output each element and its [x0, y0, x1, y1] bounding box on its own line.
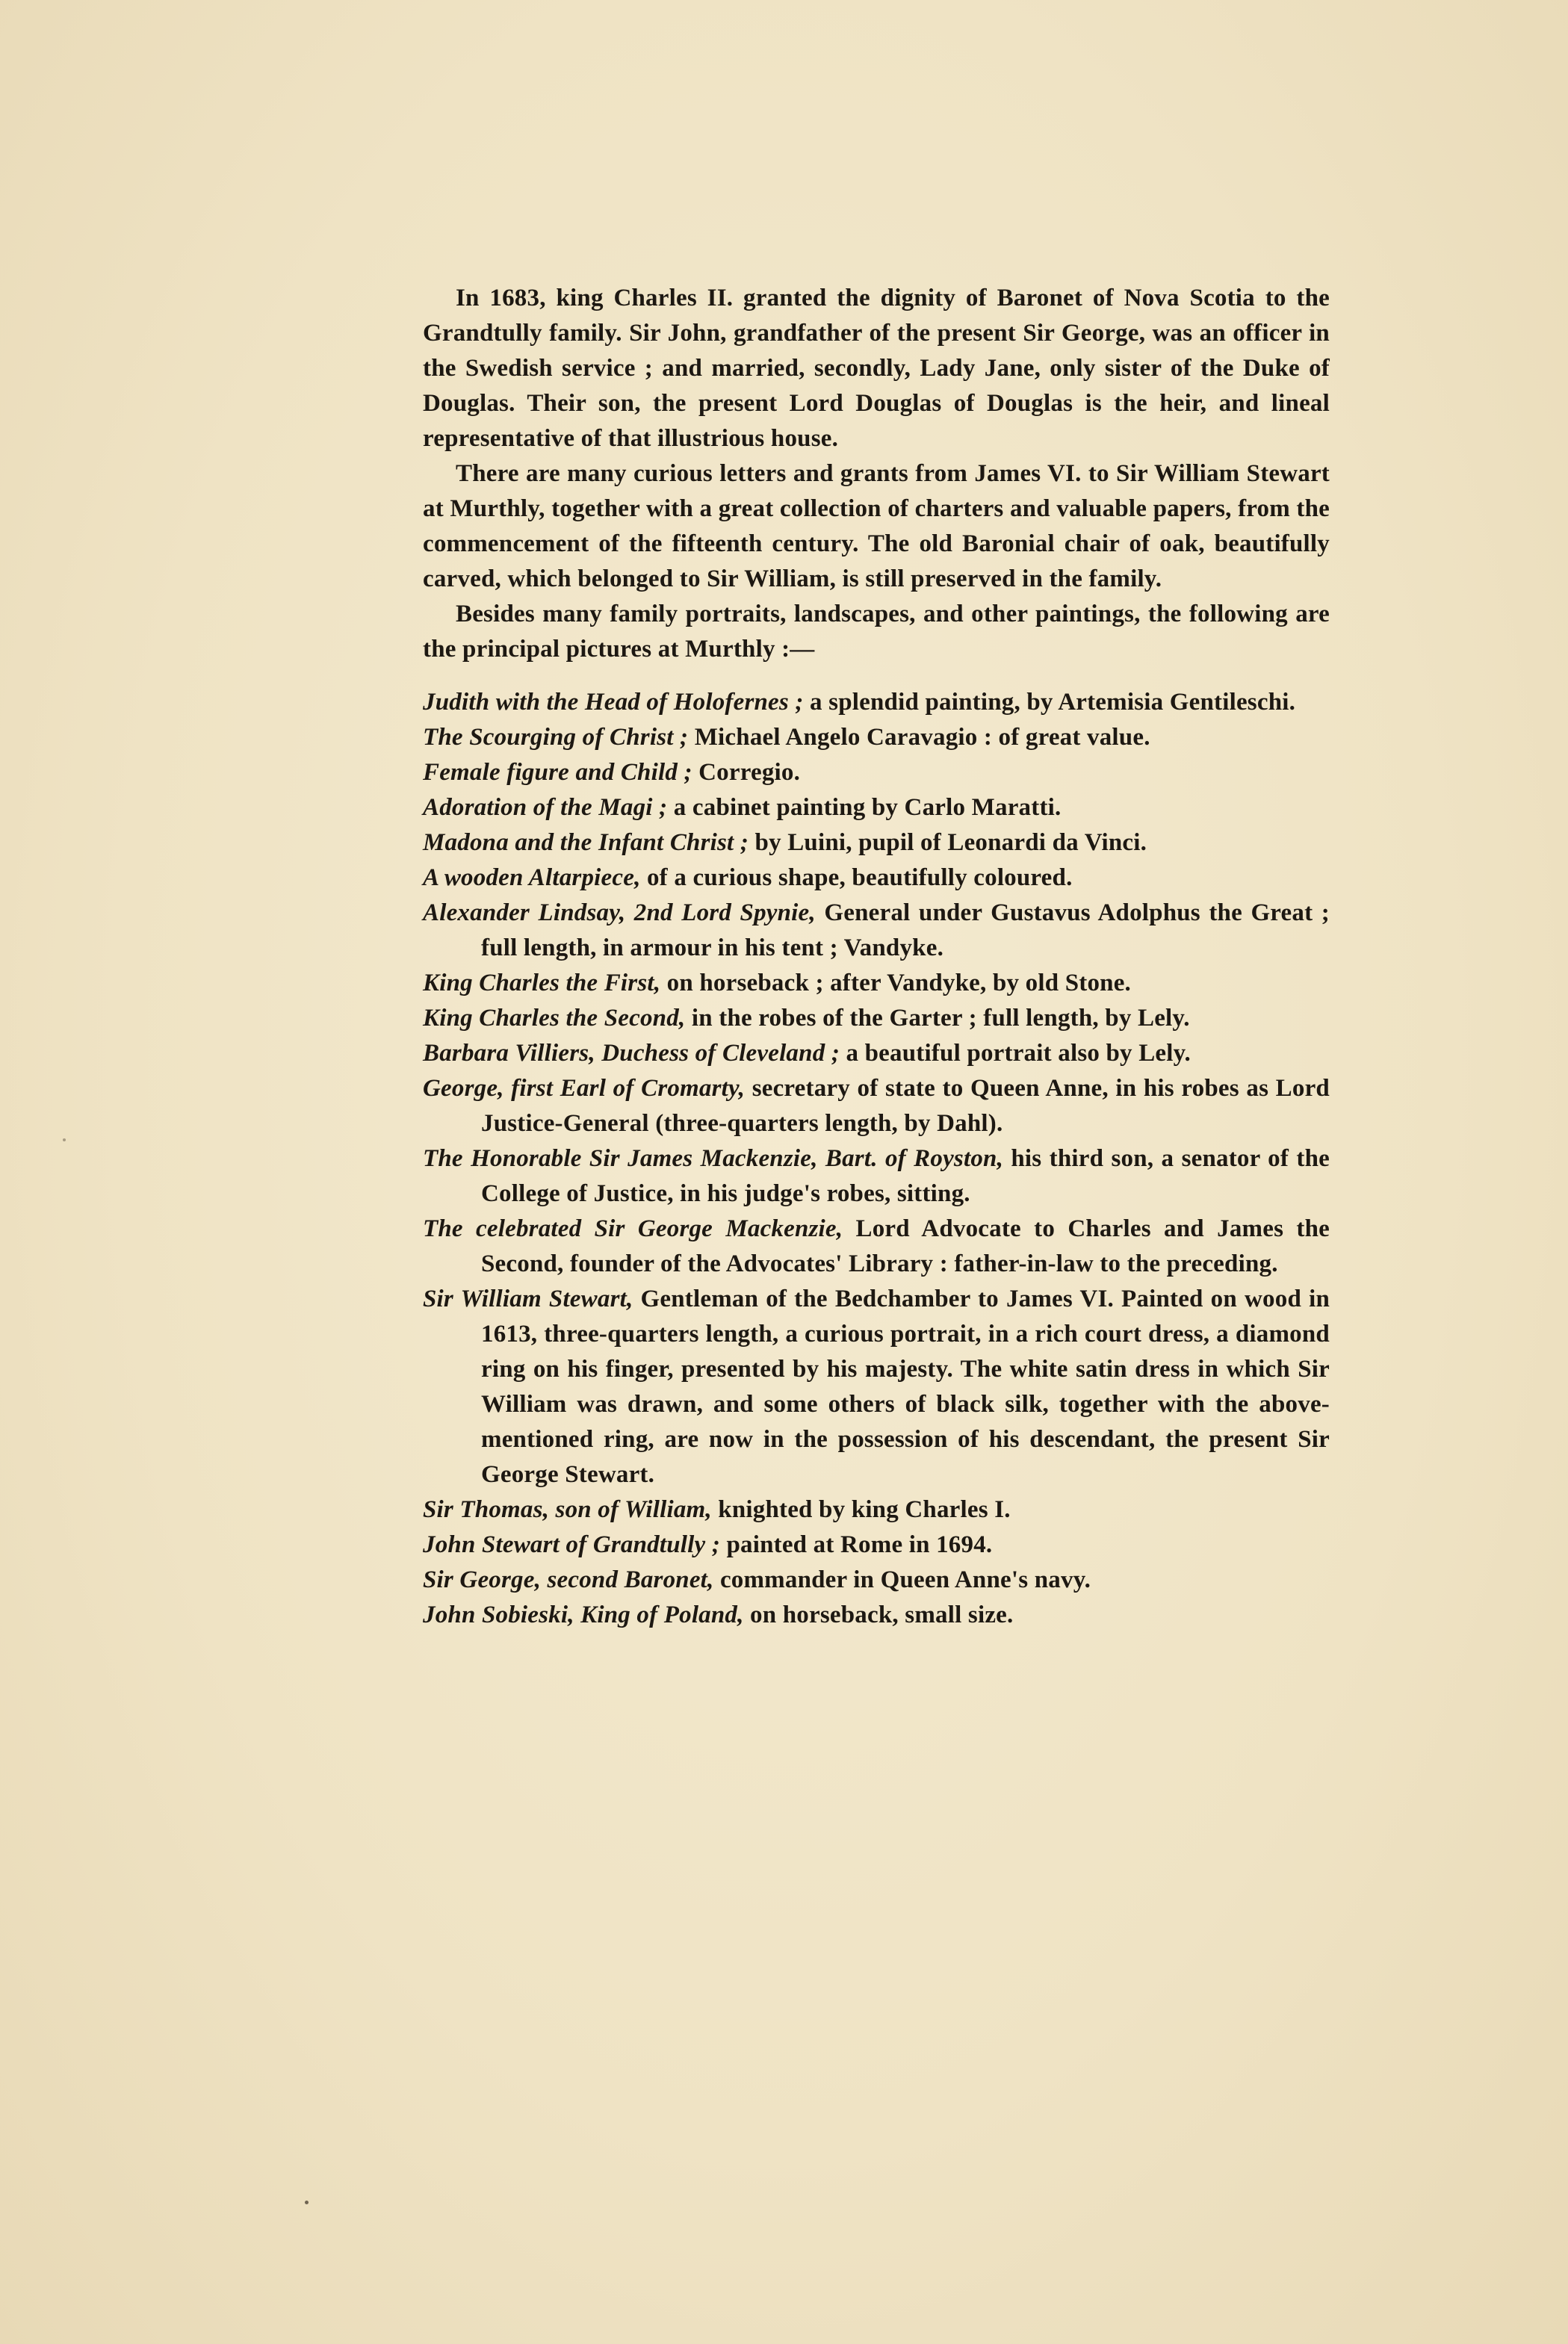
- picture-title: Sir Thomas, son of William,: [423, 1496, 712, 1523]
- picture-title: John Stewart of Grandtully ;: [423, 1531, 721, 1558]
- picture-description: on horseback ; after Vandyke, by old Stone.: [660, 970, 1131, 996]
- picture-title: Alexander Lindsay, 2nd Lord Spynie,: [423, 899, 816, 926]
- list-item: [423, 1036, 1330, 1071]
- picture-title: The Honorable Sir James Mackenzie, Bart. of Royston,: [423, 1145, 1004, 1172]
- list-item: [423, 1282, 1330, 1492]
- picture-title: King Charles the Second,: [423, 1005, 686, 1032]
- list-item: [423, 1563, 1330, 1598]
- list-item: [423, 1001, 1330, 1036]
- picture-title: Sir William Stewart,: [423, 1286, 633, 1312]
- picture-description: Lord Advocate to Charles and James the Second, founder of the Advocates' Library : father-in-law to the preceding.: [481, 1215, 1330, 1277]
- list-item: [423, 896, 1330, 966]
- list-item: [423, 1598, 1330, 1633]
- picture-title: The celebrated Sir George Mackenzie,: [423, 1215, 843, 1242]
- list-item: [423, 1492, 1330, 1528]
- picture-title: George, first Earl of Cromarty,: [423, 1075, 746, 1102]
- picture-title: Barbara Villiers, Duchess of Cleveland ;: [423, 1040, 840, 1067]
- picture-title: Madona and the Infant Christ ;: [423, 829, 749, 856]
- picture-description: General under Gustavus Adolphus the Great ; full length, in armour in his tent ; Vandyke.: [481, 899, 1330, 961]
- picture-title: Female figure and Child ;: [423, 759, 692, 786]
- picture-description: Corregio.: [692, 759, 801, 786]
- list-item: [423, 966, 1330, 1001]
- picture-title: King Charles the First,: [423, 970, 661, 996]
- picture-title: A wooden Altarpiece,: [423, 864, 641, 891]
- picture-title: Adoration of the Magi ;: [423, 794, 668, 821]
- list-item: [423, 861, 1330, 896]
- paper-speck: [305, 2201, 309, 2204]
- picture-title: Sir George, second Baronet,: [423, 1566, 714, 1593]
- paragraph-pictures-intro: Besides many family portraits, landscapes, and other paintings, the following are the principal pictures at Murthly :—: [423, 601, 1330, 663]
- list-item: [423, 755, 1330, 790]
- list-item: [423, 1528, 1330, 1563]
- picture-description: of a curious shape, beautifully coloured.: [640, 864, 1073, 891]
- list-item: [423, 1212, 1330, 1282]
- picture-description: by Luini, pupil of Leonardi da Vinci.: [749, 829, 1147, 856]
- picture-description: knighted by king Charles I.: [711, 1496, 1011, 1523]
- list-item: [423, 1141, 1330, 1212]
- picture-description: painted at Rome in 1694.: [720, 1531, 993, 1558]
- list-item: [423, 790, 1330, 825]
- picture-description: Gentleman of the Bedchamber to James VI. Painted on wood in 1613, three-quarters length, a curious portrait, in a rich court dress, a diamond ring on his finger, presented by his majesty. The white satin dress in which Sir William was drawn, and some others of black silk, together with the above-mentioned ring, are now in the possession of his descendant, the present Sir George Stewart.: [481, 1286, 1330, 1488]
- picture-description: on horseback, small size.: [743, 1602, 1014, 1628]
- picture-description: a splendid painting, by Artemisia Gentileschi.: [803, 689, 1296, 716]
- paragraph-baronetcy: In 1683, king Charles II. granted the dignity of Baronet of Nova Scotia to the Grandtully family. Sir John, grandfather of the present Sir George, was an officer in the Swedish service ; and married, secondly, Lady Jane, only sister of the Duke of Douglas. Their son, the present Lord Douglas of Douglas is the heir, and lineal representative of that illustrious house.: [423, 285, 1330, 452]
- picture-description: a beautiful portrait also by Lely.: [840, 1040, 1191, 1067]
- paper-speck: [63, 1138, 66, 1141]
- picture-description: in the robes of the Garter ; full length, by Lely.: [685, 1005, 1190, 1032]
- picture-description: Michael Angelo Caravagio : of great value.: [688, 724, 1150, 751]
- list-item: [423, 825, 1330, 861]
- list-item: [423, 685, 1330, 720]
- document-body: [423, 281, 1330, 1633]
- picture-title: Judith with the Head of Holofernes ;: [423, 689, 804, 716]
- picture-title: The Scourging of Christ ;: [423, 724, 689, 751]
- paragraph-letters: There are many curious letters and grants from James VI. to Sir William Stewart at Murthly, together with a great collection of charters and valuable papers, from the commencement of the fifteenth century. The old Baronial chair of oak, beautifully carved, which belonged to Sir William, is still preserved in the family.: [423, 460, 1330, 592]
- picture-description: a cabinet painting by Carlo Maratti.: [667, 794, 1062, 821]
- picture-description: secretary of state to Queen Anne, in his robes as Lord Justice-General (three-quarters length, by Dahl).: [481, 1075, 1330, 1137]
- picture-list: [423, 685, 1330, 1633]
- list-item: [423, 1071, 1330, 1141]
- picture-title: John Sobieski, King of Poland,: [423, 1602, 744, 1628]
- picture-description: commander in Queen Anne's navy.: [713, 1566, 1091, 1593]
- list-item: [423, 720, 1330, 755]
- picture-description: his third son, a senator of the College of Justice, in his judge's robes, sitting.: [481, 1145, 1330, 1207]
